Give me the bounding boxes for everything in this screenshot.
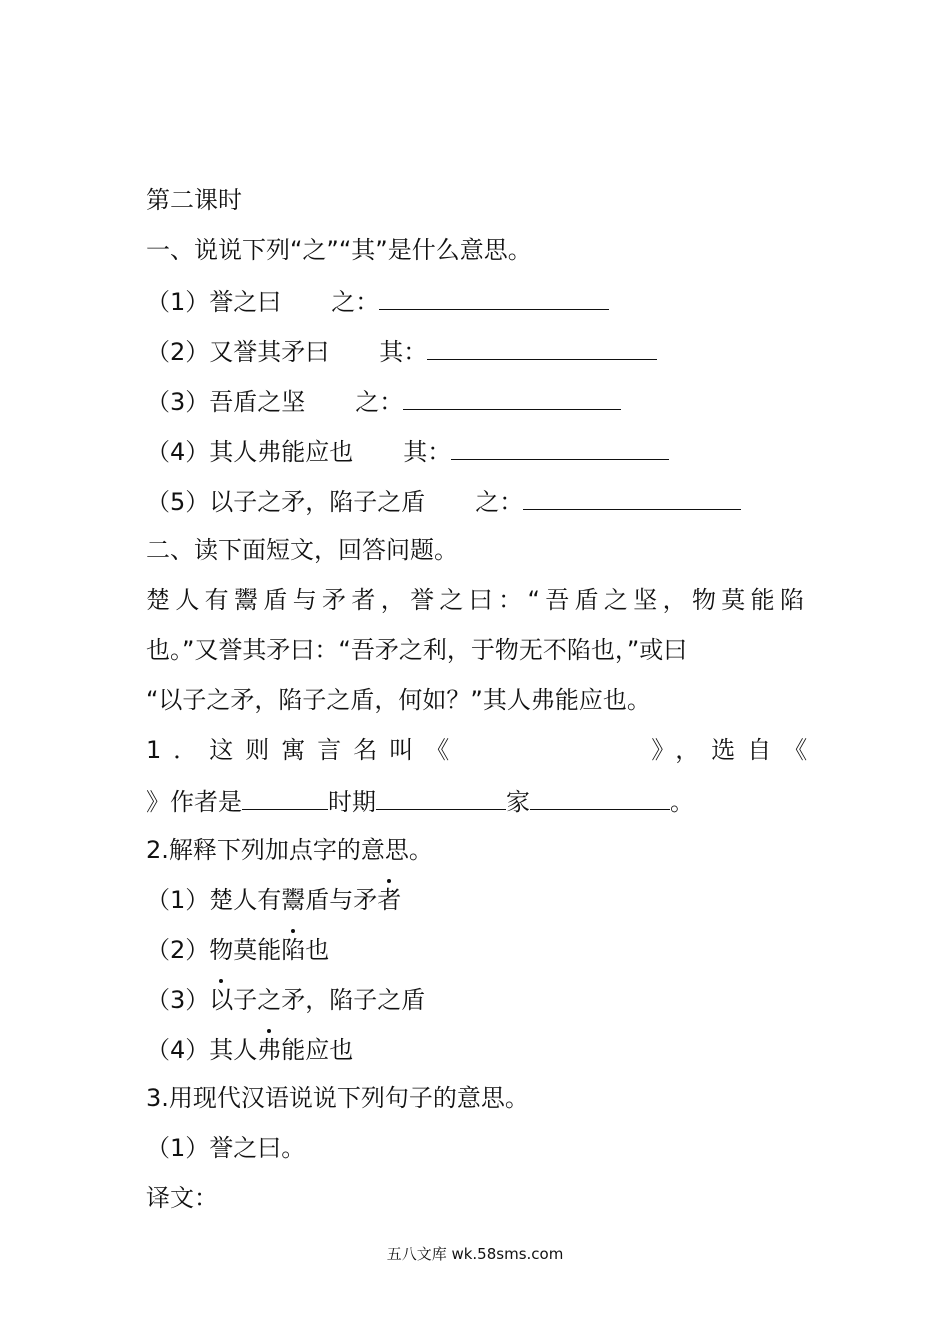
q2-item-1 — [146, 885, 401, 915]
answer-blank[interactable] — [379, 285, 609, 310]
answer-blank[interactable] — [451, 435, 669, 460]
item-target: 之： — [355, 388, 404, 416]
dotted-character: 者 — [377, 886, 402, 914]
q1-line-2 — [146, 785, 694, 817]
item-prompt: （1）誉之曰 — [146, 288, 282, 316]
item-prompt: （3）吾盾之坚 — [146, 388, 306, 416]
section1-item-4 — [146, 435, 669, 467]
passage-line-2: 也。”又誉其矛曰：“吾矛之利，于物无不陷也，”或曰 — [146, 636, 688, 664]
item-target: 之： — [331, 288, 380, 316]
answer-blank[interactable] — [427, 335, 657, 360]
q1-text-a: 1．这则寓言名叫《 — [146, 736, 462, 764]
item-prompt: （5）以子之矛，陷子之盾 — [146, 488, 426, 516]
author-blank[interactable] — [242, 785, 328, 810]
footer-watermark: 五八文库 wk.58sms.com — [386, 1245, 564, 1263]
section2-heading: 二、读下面短文，回答问题。 — [146, 536, 458, 564]
section1-item-3 — [146, 385, 621, 417]
q2-item-prefix: （1）楚人有鬻盾与矛 — [146, 886, 378, 914]
dotted-character: 以 — [209, 986, 234, 1014]
item-target: 其： — [379, 338, 428, 366]
q3-item-1: （1）誉之曰。 — [146, 1134, 306, 1162]
q2-item-prefix: （2）物莫能 — [146, 936, 282, 964]
q2-item-prefix: （4）其人 — [146, 1036, 258, 1064]
school-label: 家 — [506, 788, 530, 816]
period-blank[interactable] — [376, 785, 506, 810]
q2-item-3 — [146, 985, 425, 1015]
q2-item-suffix: 子之矛，陷子之盾 — [233, 986, 426, 1014]
item-target: 其： — [403, 438, 452, 466]
q1-text-b: 》，选自《 — [651, 736, 820, 764]
q1-line2-start: 》作者是 — [146, 788, 242, 816]
item-prompt: （4）其人弗能应也 — [146, 438, 354, 466]
passage-line-3: “以子之矛，陷子之盾，何如？”其人弗能应也。 — [146, 686, 651, 714]
q2-item-suffix: 能应也 — [281, 1036, 354, 1064]
translation-label: 译文： — [146, 1184, 218, 1212]
q2-heading: 2.解释下列加点字的意思。 — [146, 836, 433, 864]
answer-blank[interactable] — [403, 385, 621, 410]
q2-item-4 — [146, 1035, 353, 1065]
end-mark: 。 — [670, 788, 694, 816]
dotted-character: 弗 — [257, 1036, 282, 1064]
item-target: 之： — [475, 488, 524, 516]
school-blank[interactable] — [530, 785, 670, 810]
q2-item-suffix: 也 — [305, 936, 330, 964]
q2-item-2 — [146, 935, 329, 965]
q2-item-prefix: （3） — [146, 986, 210, 1014]
period-label: 时期 — [328, 788, 376, 816]
item-prompt: （2）又誉其矛曰 — [146, 338, 330, 366]
lesson-title: 第二课时 — [146, 186, 242, 214]
section1-heading: 一、说说下列“之”“其”是什么意思。 — [146, 236, 532, 264]
q3-heading: 3.用现代汉语说说下列句子的意思。 — [146, 1084, 529, 1112]
dotted-character: 陷 — [281, 936, 306, 964]
q1-line-1 — [146, 735, 820, 765]
passage-line-1: 楚人有鬻盾与矛者，誉之曰：“吾盾之坚，物莫能陷 — [146, 586, 804, 614]
answer-blank[interactable] — [523, 485, 741, 510]
section1-item-5 — [146, 485, 741, 517]
section1-item-2 — [146, 335, 657, 367]
section1-item-1 — [146, 285, 609, 317]
